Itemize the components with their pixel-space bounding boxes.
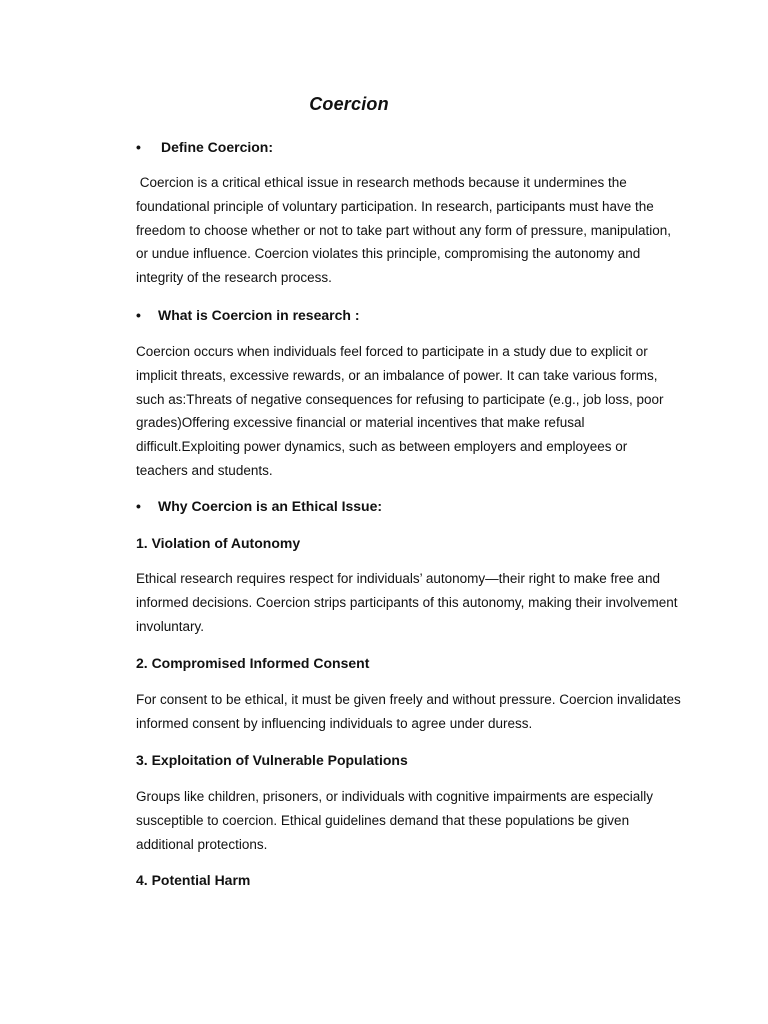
bullet-icon: • (136, 307, 141, 323)
item4-heading: 4. Potential Harm (136, 872, 251, 888)
item1-heading: 1. Violation of Autonomy (136, 535, 301, 551)
item3-heading: 3. Exploitation of Vulnerable Populations (136, 752, 408, 768)
what-heading (136, 305, 681, 325)
define-heading (136, 137, 681, 157)
what-paragraph: Coercion occurs when individuals feel forced to participate in a study due to explicit or implicit threats, excessive rewards, or an imbalance of power. It can take various forms, such as:Threats of negative consequences for refusing to participate (e.g., job loss, poor grades)Offering excessive financial or material incentives that make refusal difficult.Exploiting power dynamics, such as between employers and employees or teachers and students. (136, 344, 664, 478)
item2-heading: 2. Compromised Informed Consent (136, 655, 370, 671)
bullet-icon: • (136, 498, 141, 514)
what-heading-text: What is Coercion in research : (158, 307, 360, 323)
define-heading-text: Define Coercion: (161, 139, 274, 155)
item1-paragraph: Ethical research requires respect for individuals’ autonomy—their right to make free and informed decisions. Coercion strips participants of this autonomy, making their involvement involuntary. (136, 571, 678, 634)
item2-paragraph: For consent to be ethical, it must be given freely and without pressure. Coercion invalidates informed consent by influencing individuals to agree under duress. (136, 692, 681, 731)
bullet-icon: • (136, 139, 141, 155)
why-heading (136, 496, 681, 516)
why-heading-text: Why Coercion is an Ethical Issue: (158, 498, 383, 514)
item3-paragraph: Groups like children, prisoners, or individuals with cognitive impairments are especially susceptible to coercion. Ethical guidelines demand that these populations be given additional protections. (136, 789, 653, 852)
page-title: Coercion (309, 94, 389, 114)
define-paragraph: Coercion is a critical ethical issue in research methods because it undermines the foundational principle of voluntary participation. In research, participants must have the freedom to choose whether or not to take part without any form of pressure, manipulation, or undue influence. Coercion violates this principle, compromising the autonomy and integrity of the research process. (136, 175, 675, 286)
